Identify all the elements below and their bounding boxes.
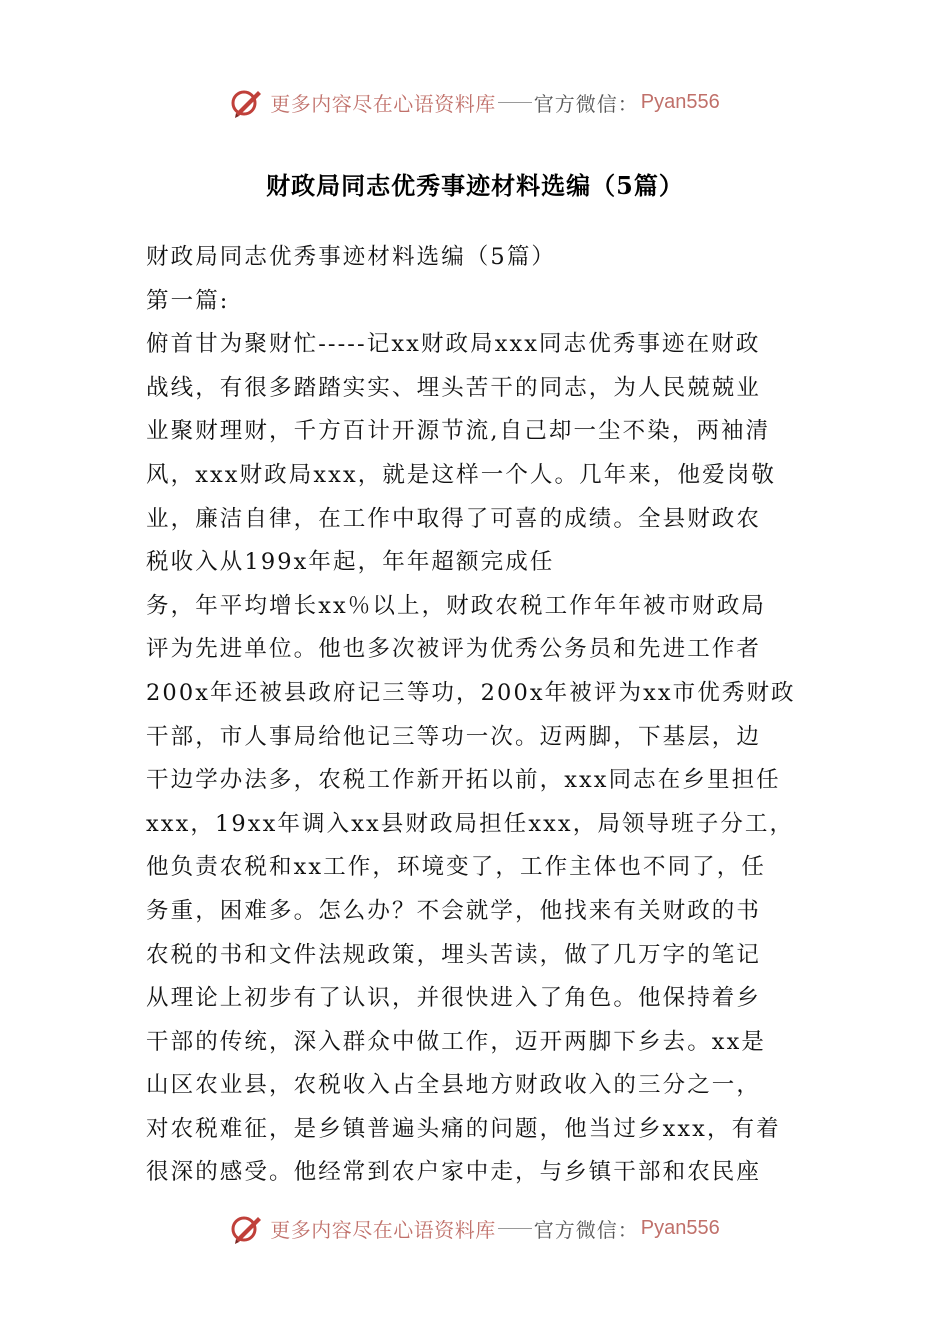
body-line: 干部的传统，深入群众中做工作，迈开两脚下乡去。xx是 bbox=[146, 1028, 766, 1055]
body-line: 业，廉洁自律，在工作中取得了可喜的成绩。全县财政农 bbox=[146, 505, 762, 532]
body-line: 风，xxx财政局xxx，就是这样一个人。几年来，他爱岗敬 bbox=[146, 461, 776, 488]
body-line: xxx，19xx年调入xx县财政局担任xxx，局领导班子分工， bbox=[146, 810, 795, 837]
body-line: 财政局同志优秀事迹材料选编（5篇） bbox=[146, 244, 557, 270]
document-body bbox=[146, 236, 811, 1195]
body-line: 第一篇: bbox=[146, 287, 230, 314]
brand-line bbox=[230, 1211, 719, 1245]
page-header bbox=[0, 82, 950, 122]
body-line: 山区农业县，农税收入占全县地方财政收入的三分之一， bbox=[146, 1072, 762, 1099]
body-line: 务重，困难多。怎么办？不会就学，他找来有关财政的书 bbox=[146, 897, 762, 924]
document-title: 财政局同志优秀事迹材料选编（5篇） bbox=[266, 171, 684, 200]
wechat-label: 官方微信： bbox=[533, 91, 639, 116]
body-line: 干部，市人事局给他记三等功一次。迈两脚，下基层，边 bbox=[146, 723, 762, 750]
body-line: 对农税难征，是乡镇普遍头痛的问题，他当过乡xxx，有着 bbox=[146, 1115, 781, 1142]
pen-logo-icon bbox=[230, 85, 264, 119]
brand-divider bbox=[498, 102, 532, 103]
wechat-id: Pyan556 bbox=[640, 90, 720, 113]
body-line: 税收入从199x年起，年年超额完成任 bbox=[146, 549, 555, 576]
body-line: 评为先进单位。他也多次被评为优秀公务员和先进工作者 bbox=[146, 636, 762, 663]
body-line: 俯首甘为聚财忙-----记xx财政局xxx同志优秀事迹在财政 bbox=[146, 331, 761, 358]
brand-text: 更多内容尽在心语资料库 bbox=[270, 91, 496, 116]
brand-line bbox=[230, 85, 719, 119]
wechat-label: 官方微信： bbox=[533, 1217, 639, 1242]
body-line: 战线，有很多踏踏实实、埋头苦干的同志，为人民兢兢业 bbox=[146, 374, 762, 401]
body-line: 从理论上初步有了认识，并很快进入了角色。他保持着乡 bbox=[146, 985, 762, 1012]
body-line: 农税的书和文件法规政策，埋头苦读，做了几万字的笔记 bbox=[146, 941, 762, 968]
body-line: 业聚财理财，千方百计开源节流,自己却一尘不染，两袖清 bbox=[146, 418, 771, 445]
body-line: 很深的感受。他经常到农户家中走，与乡镇干部和农民座 bbox=[146, 1159, 762, 1186]
page-footer bbox=[0, 1208, 950, 1248]
brand-divider bbox=[498, 1228, 532, 1229]
body-line: 干边学办法多，农税工作新开拓以前，xxx同志在乡里担任 bbox=[146, 767, 781, 794]
body-line: 务，年平均增长xx％以上，财政农税工作年年被市财政局 bbox=[146, 592, 766, 619]
body-line: 200x年还被县政府记三等功，200x年被评为xx市优秀财政 bbox=[146, 679, 796, 706]
brand-text: 更多内容尽在心语资料库 bbox=[270, 1217, 496, 1242]
body-line: 他负责农税和xx工作，环境变了，工作主体也不同了，任 bbox=[146, 854, 766, 881]
pen-logo-icon bbox=[230, 1211, 264, 1245]
wechat-id: Pyan556 bbox=[640, 1216, 720, 1239]
